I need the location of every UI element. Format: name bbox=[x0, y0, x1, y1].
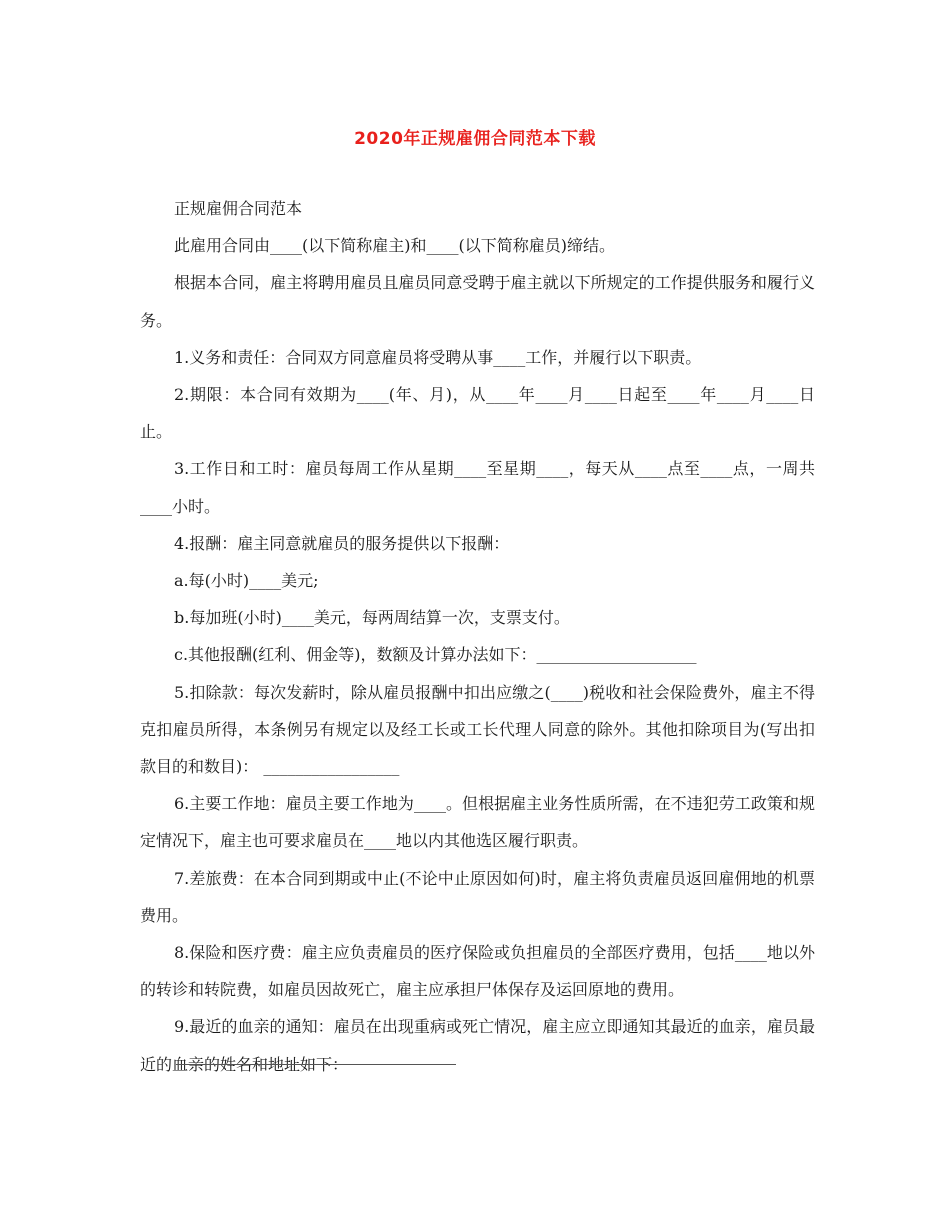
clause-deductions: 5.扣除款：每次发薪时，除从雇员报酬中扣出应缴之(____)税收和社会保险费外，雇主不得克扣雇员所得，本条例另有规定以及经工长或工长代理人同意的除外。其他扣除项目为(写出扣款目的和数目)： _________________ bbox=[140, 682, 815, 777]
clause-compensation-c: c.其他报酬(红利、佣金等)，数额及计算办法如下：____________________ bbox=[174, 645, 697, 665]
paragraph-parties: 此雇用合同由____(以下简称雇主)和____(以下简称雇员)缔结。 bbox=[174, 236, 615, 256]
clause-next-of-kin: 9.最近的血亲的通知：雇员在出现重病或死亡情况，雇主应立即通知其最近的血亲，雇员最近的血亲的姓名和地址如下： bbox=[140, 1017, 815, 1074]
signature-blank-line bbox=[176, 1064, 456, 1065]
paragraph-preamble: 根据本合同，雇主将聘用雇员且雇员同意受聘于雇主就以下所规定的工作提供服务和履行义务。 bbox=[140, 273, 815, 330]
clause-compensation-b: b.每加班(小时)____美元，每两周结算一次，支票支付。 bbox=[174, 608, 570, 628]
clause-term: 2.期限：本合同有效期为____(年、月)，从____年____月____日起至____年____月____日止。 bbox=[140, 385, 815, 442]
clause-insurance-medical: 8.保险和医疗费：雇主应负责雇员的医疗保险或负担雇员的全部医疗费用，包括____地以外的转诊和转院费，如雇员因故死亡，雇主应承担尸体保存及运回原地的费用。 bbox=[140, 943, 815, 1000]
paragraph-heading: 正规雇佣合同范本 bbox=[174, 199, 303, 218]
clause-compensation-a: a.每(小时)____美元; bbox=[174, 571, 319, 591]
clause-working-hours: 3.工作日和工时：雇员每周工作从星期____至星期____，每天从____点至____点，一周共____小时。 bbox=[140, 459, 815, 516]
document-title: 2020年正规雇佣合同范本下载 bbox=[354, 129, 596, 149]
clause-work-location: 6.主要工作地：雇员主要工作地为____。但根据雇主业务性质所需，在不违犯劳工政策和规定情况下，雇主也可要求雇员在____地以内其他选区履行职责。 bbox=[140, 794, 815, 851]
clause-travel-expenses: 7.差旅费：在本合同到期或中止(不论中止原因如何)时，雇主将负责雇员返回雇佣地的机票费用。 bbox=[140, 868, 815, 925]
clause-duties: 1.义务和责任：合同双方同意雇员将受聘从事____工作，并履行以下职责。 bbox=[174, 347, 702, 367]
document-body bbox=[140, 190, 815, 1083]
clause-compensation: 4.报酬：雇主同意就雇员的服务提供以下报酬： bbox=[174, 533, 510, 553]
